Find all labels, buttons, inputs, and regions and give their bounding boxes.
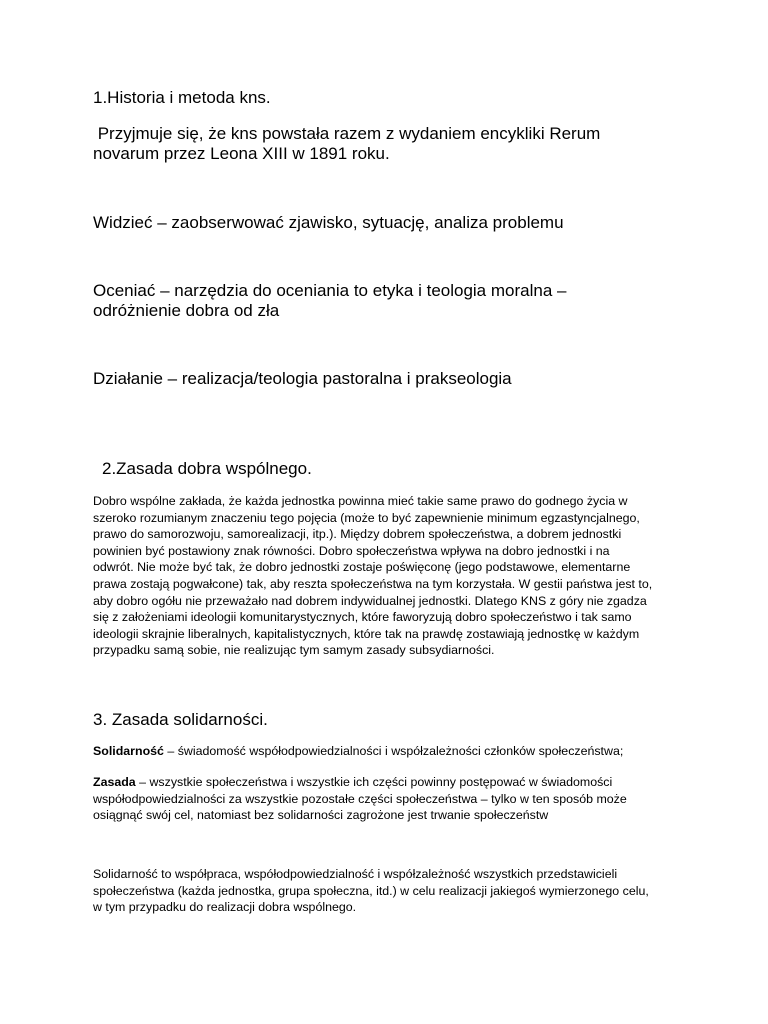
body-line: prawo do samorozwoju, samorealizacji, itp.). Między dobrem społeczeństwa, a dobrem jednostki xyxy=(93,527,622,542)
body-line: społeczeństwa (każda jednostka, grupa społeczna, itd.) w celu realizacji jakiegoś wymierzonego celu, xyxy=(93,883,649,898)
zasada-term: Zasada xyxy=(93,775,136,789)
intro-line-2: novarum przez Leona XIII w 1891 roku. xyxy=(93,144,390,163)
section-1-heading: 1.Historia i metoda kns. xyxy=(93,88,271,107)
section-2-body xyxy=(93,493,693,659)
body-line: szeroko rozumianym znaczeniu tego pojęcia (może to być zapewnienie minimum egzastyncjalnego, xyxy=(93,510,640,525)
oceniac-line-1: Oceniać – narzędzia do oceniania to etyka i teologia moralna – xyxy=(93,281,567,300)
zasada-text: – wszystkie społeczeństwa i wszystkie ich części powinny postępować w świadomości xyxy=(135,775,613,789)
oceniac-paragraph xyxy=(93,281,673,321)
cooperation-paragraph xyxy=(93,866,693,916)
section-2-heading: 2.Zasada dobra wspólnego. xyxy=(102,459,312,478)
definition-text: – świadomość współodpowiedzialności i współzależności członków społeczeństwa; xyxy=(163,744,624,758)
zasada-line-1 xyxy=(93,774,693,791)
body-line: przypadku samą sobie, nie realizując tym samym zasady subsydiarności. xyxy=(93,643,495,658)
section-3-heading: 3. Zasada solidarności. xyxy=(93,710,268,729)
body-line: Solidarność to współpraca, współodpowiedzialność i współzależność wszystkich przedstawicieli xyxy=(93,867,618,881)
oceniac-line-2: odróżnienie dobra od zła xyxy=(93,301,280,320)
dzialanie-paragraph: Działanie – realizacja/teologia pastoralna i prakseologia xyxy=(93,369,512,388)
widziec-paragraph: Widzieć – zaobserwować zjawisko, sytuację, analiza problemu xyxy=(93,213,564,232)
body-line: odwrót. Nie może być tak, że dobro jednostki zostaje poświęconę (jego podstawowe, elementarne xyxy=(93,560,631,575)
body-line: prawa zostają pogwałcone) tak, aby reszta społeczeństwa na tym korzystała. W gestii państwa jest to, xyxy=(93,576,653,591)
zasada-paragraph xyxy=(93,774,693,824)
zasada-line-3: osiągnąć swój cel, natomiast bez solidarności zagrożone jest trwanie społeczeństw xyxy=(93,808,549,823)
intro-line-1: Przyjmuje się, że kns powstała razem z wydaniem encykliki Rerum xyxy=(93,124,601,143)
definition-term: Solidarność xyxy=(93,744,164,758)
body-line: ideologii skrajnie liberalnych, kapitalistycznych, które tak na prawdę zostawiają jednostkę w każdym xyxy=(93,626,640,641)
body-line: Dobro wspólne zakłada, że każda jednostka powinna mieć takie same prawo do godnego życia w xyxy=(93,494,628,508)
zasada-line-2: współodpowiedzialności za wszystkie pozostałe części społeczeństwa – tylko w ten sposób może xyxy=(93,791,627,806)
section-1-intro xyxy=(93,124,673,164)
body-line: powinien być postawiony znak równości. Dobro społeczeństwa wpływa na dobro jednostki i na xyxy=(93,543,610,558)
solidarnosc-definition xyxy=(93,743,623,760)
body-line: w tym przypadku do realizacji dobra wspólnego. xyxy=(93,900,357,915)
body-line: aby dobro ogółu nie przeważało nad dobrem indywidualnej jednostki. Dlatego KNS z góry nie zgadza xyxy=(93,593,647,608)
body-line: się z założeniami ideologii komunitarystycznych, które faworyzują dobro społeczeństwo i tak samo xyxy=(93,610,632,625)
